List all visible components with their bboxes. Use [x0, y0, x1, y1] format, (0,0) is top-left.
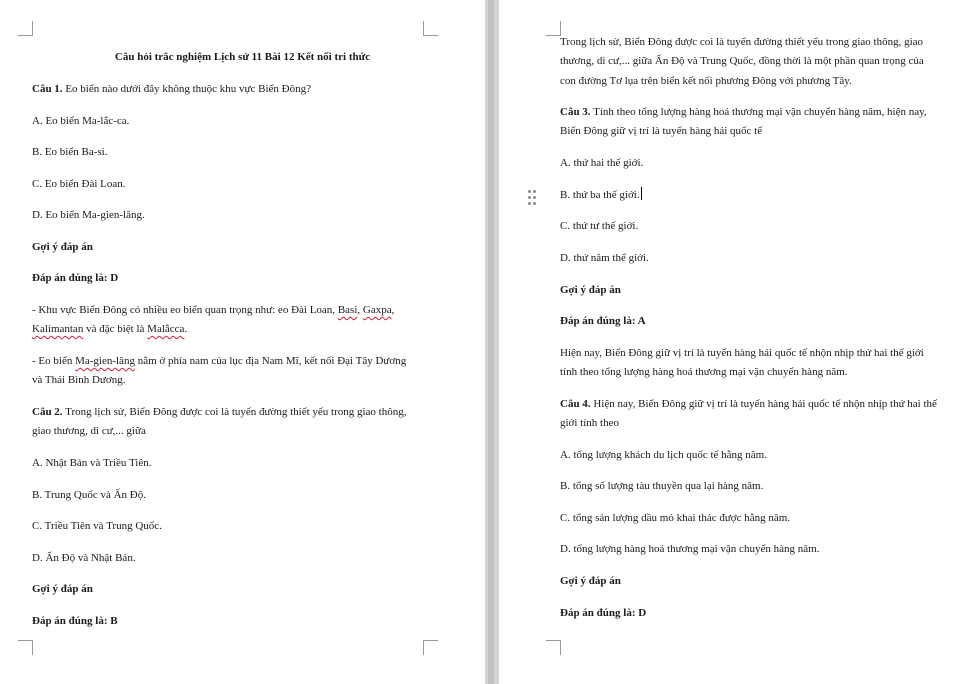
q4-option-c[interactable]: C. tổng sản lượng dầu mỏ khai thác được hằng năm.	[560, 512, 791, 524]
spelling-error: Basi	[337, 304, 358, 316]
question-4[interactable]: Câu 4. Hiện nay, Biển Đông giữ vị trí là tuyến hàng hải quốc tế nhộn nhịp thứ hai thế	[560, 398, 937, 410]
q3-option-d[interactable]: D. thứ năm thế giới.	[560, 252, 649, 264]
drag-handle-icon[interactable]	[528, 190, 538, 206]
q1-hint-heading[interactable]: Gợi ý đáp án	[32, 241, 93, 253]
question-1[interactable]: Câu 1. Eo biển nào dưới đây không thuộc khu vực Biển Đông?	[32, 83, 311, 95]
q1-option-b[interactable]: B. Eo biển Ba-si.	[32, 146, 108, 158]
crop-mark	[546, 640, 561, 655]
q3-answer[interactable]: Đáp án đúng là: A	[560, 315, 646, 327]
crop-mark	[18, 640, 33, 655]
q2-option-c[interactable]: C. Triều Tiên và Trung Quốc.	[32, 520, 162, 532]
crop-mark	[423, 640, 438, 655]
q2-explanation-line-2[interactable]: thương, di cư,... giữa Ấn Độ và Trung Quốc, đồng thời là một phần quan trọng của	[560, 55, 924, 67]
q1-explanation-1-cont[interactable]: Kalimantan và đặc biệt là Malắcca.	[32, 323, 188, 335]
q1-explanation-2[interactable]: - Eo biển Ma-gien-lăng nằm ở phía nam của lục địa Nam Mĩ, kết nối Đại Tây Dương	[32, 355, 407, 367]
q3-option-c[interactable]: C. thứ tư thế giới.	[560, 220, 639, 232]
question-3[interactable]: Câu 3. Tính theo tổng lượng hàng hoá thương mại vận chuyển hàng năm, hiện nay,	[560, 106, 927, 118]
page-gap	[485, 0, 499, 684]
q1-explanation-1[interactable]: - Khu vực Biển Đông có nhiều eo biển quan trọng như: eo Đài Loan, Basi, Gaxpa,	[32, 304, 395, 316]
question-4-cont[interactable]: giới tính theo	[560, 417, 619, 429]
q2-option-d[interactable]: D. Ấn Độ và Nhật Bản.	[32, 552, 136, 564]
spelling-error: Ma-gien-lăng	[75, 355, 135, 367]
question-3-cont[interactable]: Biển Đông giữ vị trí là tuyến hàng hải quốc tế	[560, 125, 763, 137]
q2-hint-heading[interactable]: Gợi ý đáp án	[32, 583, 93, 595]
crop-mark	[18, 21, 33, 36]
q2-option-a[interactable]: A. Nhật Bản và Triều Tiên.	[32, 457, 152, 469]
q3-option-b[interactable]: B. thứ ba thế giới.	[560, 189, 640, 201]
q1-explanation-2-cont[interactable]: và Thái Bình Dương.	[32, 374, 126, 386]
spelling-error: Malắcca	[147, 323, 185, 335]
q1-option-c[interactable]: C. Eo biển Đài Loan.	[32, 178, 126, 190]
crop-mark	[546, 21, 561, 36]
q3-option-a[interactable]: A. thứ hai thế giới.	[560, 157, 644, 169]
text-cursor	[641, 187, 642, 200]
q4-option-d[interactable]: D. tổng lượng hàng hoá thương mại vận chuyển hàng năm.	[560, 543, 820, 555]
q4-option-a[interactable]: A. tổng lượng khách du lịch quốc tế hằng năm.	[560, 449, 767, 461]
crop-mark	[423, 21, 438, 36]
spelling-error: Kalimantan	[32, 323, 84, 335]
q3-hint-heading[interactable]: Gợi ý đáp án	[560, 284, 621, 296]
question-2-cont[interactable]: giao thương, di cư,... giữa	[32, 425, 146, 437]
q4-hint-heading[interactable]: Gợi ý đáp án	[560, 575, 621, 587]
q4-answer[interactable]: Đáp án đúng là: D	[560, 607, 647, 619]
q2-answer[interactable]: Đáp án đúng là: B	[32, 615, 118, 627]
spelling-error: Gaxpa	[362, 304, 392, 316]
q1-option-a[interactable]: A. Eo biển Ma-lắc-ca.	[32, 115, 130, 127]
document-page-right[interactable]	[499, 0, 980, 684]
q2-explanation-line-3[interactable]: con đường Tơ lụa trên biển kết nối phương Đông với phương Tây.	[560, 75, 852, 87]
q4-option-b[interactable]: B. tổng số lượng tàu thuyền qua lại hàng năm.	[560, 480, 764, 492]
q3-explanation-line-2[interactable]: tính theo tổng lượng hàng hoá thương mại vận chuyển hàng năm.	[560, 366, 848, 378]
q1-option-d[interactable]: D. Eo biển Ma-gien-lăng.	[32, 209, 145, 221]
q2-option-b[interactable]: B. Trung Quốc và Ấn Độ.	[32, 489, 146, 501]
document-title[interactable]: Câu hỏi trắc nghiệm Lịch sử 11 Bài 12 Kết nối tri thức	[114, 51, 371, 63]
document-page-left[interactable]	[0, 0, 485, 684]
q2-explanation-line-1[interactable]: Trong lịch sử, Biển Đông được coi là tuyến đường thiết yếu trong giao thông, giao	[560, 36, 924, 48]
q1-answer[interactable]: Đáp án đúng là: D	[32, 272, 119, 284]
question-2[interactable]: Câu 2. Trong lịch sử, Biển Đông được coi là tuyến đường thiết yếu trong giao thông,	[32, 406, 407, 418]
q3-explanation-line-1[interactable]: Hiện nay, Biển Đông giữ vị trí là tuyến hàng hải quốc tế nhộn nhịp thứ hai thế giới	[560, 347, 924, 359]
